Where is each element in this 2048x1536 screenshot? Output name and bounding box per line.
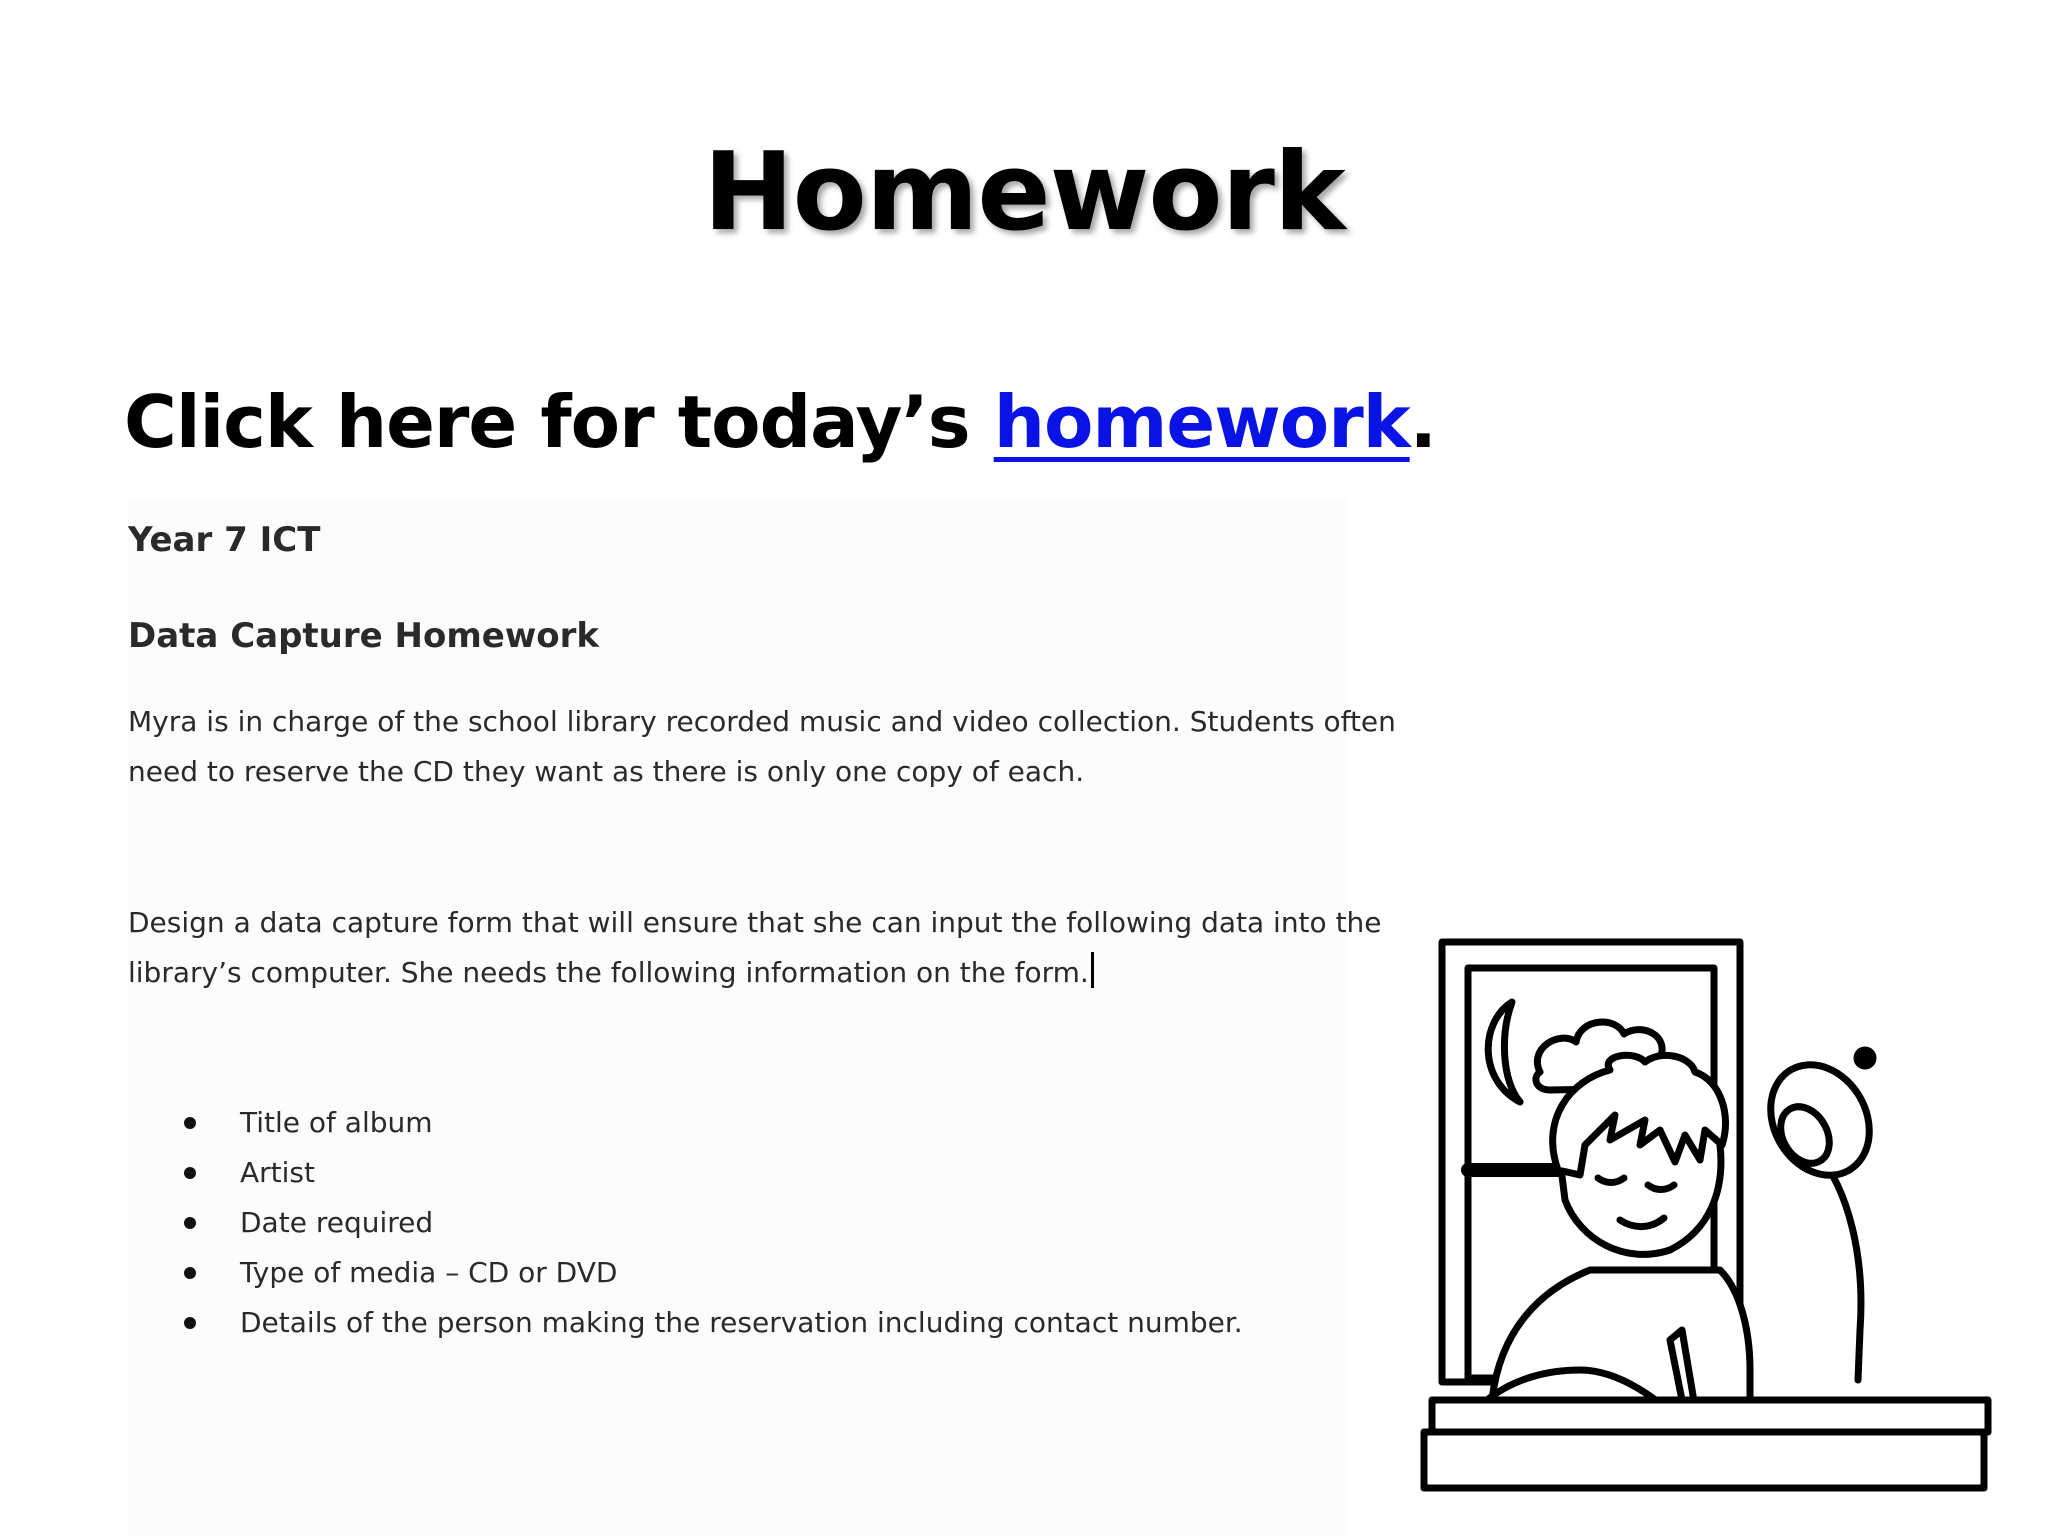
list-item-text: Title of album [240, 1106, 433, 1139]
homework-link[interactable]: homework [993, 380, 1410, 464]
list-item [184, 1148, 1243, 1198]
lamp-arm [1815, 1150, 1861, 1380]
list-item [184, 1298, 1243, 1348]
bullet-icon [184, 1217, 196, 1229]
desk-front [1424, 1432, 1984, 1488]
list-item-text: Artist [240, 1156, 315, 1189]
document-heading: Year 7 ICT [128, 520, 321, 560]
requirements-list [184, 1098, 1243, 1348]
slide-title: Homework [703, 130, 1345, 255]
bullet-icon [184, 1267, 196, 1279]
document-subheading: Data Capture Homework [128, 616, 600, 656]
list-item-text: Type of media – CD or DVD [240, 1256, 618, 1289]
list-item [184, 1098, 1243, 1148]
document-paragraph-2 [128, 898, 1428, 998]
student-studying-icon [1420, 930, 2000, 1500]
bullet-icon [184, 1167, 196, 1179]
list-item [184, 1248, 1243, 1298]
bullet-icon [184, 1117, 196, 1129]
list-item-text: Date required [240, 1206, 434, 1239]
lamp-knob [1857, 1050, 1873, 1066]
paragraph-2-line-2 [128, 948, 1428, 998]
link-line-prefix: Click here for today’s [124, 380, 994, 464]
text-cursor [1091, 952, 1094, 988]
paragraph-1-line-1: Myra is in charge of the school library recorded music and video collection. Students often [128, 705, 1396, 738]
homework-document-image [128, 500, 1396, 1536]
bullet-icon [184, 1317, 196, 1329]
paragraph-1-line-2: need to reserve the CD they want as there is only one copy of each. [128, 755, 1085, 788]
paragraph-2-line-1: Design a data capture form that will ensure that she can input the following data into the [128, 906, 1382, 939]
list-item-text: Details of the person making the reservation including contact number. [240, 1306, 1243, 1339]
document-paragraph-1 [128, 697, 1428, 797]
desk-top [1432, 1400, 1988, 1432]
paragraph-2-line-2-text: library’s computer. She needs the following information on the form. [128, 956, 1089, 989]
link-line-suffix: . [1409, 380, 1436, 464]
list-item [184, 1198, 1243, 1248]
homework-link-line [124, 380, 1436, 464]
